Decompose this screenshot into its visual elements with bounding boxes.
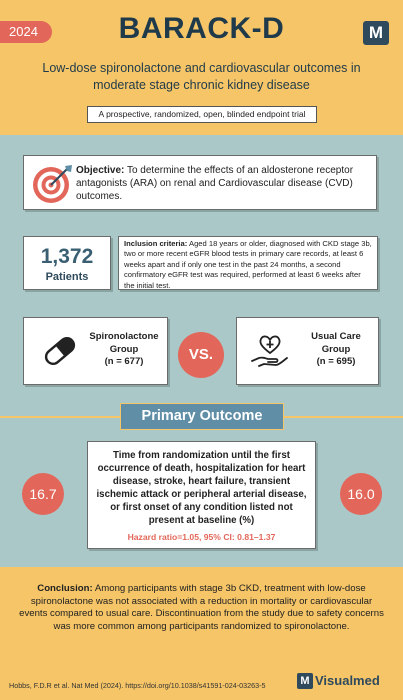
primary-outcome-description: Time from randomization until the first occurrence of death, hospitalization for heart disease, stroke, heart failure, transient ischemic attack or peripheral arterial disease, or first onset of any condition listed not present at baseline (%) xyxy=(96,450,307,526)
trial-subtitle: Low-dose spironolactone and cardiovascular outcomes in moderate stage chronic kidney disease xyxy=(42,61,361,92)
conclusion-text xyxy=(16,583,387,633)
inclusion-text: Aged 18 years or older, diagnosed with CKD stage 3b, two or more recent eGFR blood tests in primary care records, at least 6 weeks apart and if only one test in the past 24 months, a second confirmatory eGFR test was required, performed at least 6 weeks after the initial test. xyxy=(124,239,372,290)
pill-icon xyxy=(40,331,80,371)
brand-logo-icon: M xyxy=(363,21,389,45)
primary-outcome-title: Primary Outcome xyxy=(120,403,284,430)
header-band xyxy=(0,0,403,135)
heart-hand-icon xyxy=(250,331,290,371)
outcome-divider-left xyxy=(0,416,120,418)
objective-text xyxy=(76,164,370,203)
outcome-divider-right xyxy=(284,416,403,418)
visualmed-name: Visualmed xyxy=(315,673,380,688)
visualmed-logo-icon: M xyxy=(297,673,313,689)
spironolactone-group-word: Group xyxy=(109,343,139,355)
patients-count: 1,372 xyxy=(40,245,94,268)
vs-badge: VS. xyxy=(178,332,224,378)
spironolactone-name: Spironolactone xyxy=(89,331,159,342)
objective-body: To determine the effects of an aldosterone receptor antagonists (ARA) on renal and Cardiovascular disease (CVD) outcomes. xyxy=(76,165,354,202)
inclusion-card xyxy=(118,236,378,290)
spironolactone-n: (n = 677) xyxy=(104,356,144,367)
usual-care-n: (n = 695) xyxy=(316,356,356,367)
trial-design-label: A prospective, randomized, open, blinded endpoint trial xyxy=(87,106,317,123)
inclusion-label: Inclusion criteria: xyxy=(124,239,188,248)
year-badge: 2024 xyxy=(0,21,52,43)
spironolactone-outcome-value: 16.7 xyxy=(22,473,64,515)
spironolactone-group-label xyxy=(84,331,164,369)
conclusion-label: Conclusion: xyxy=(37,583,93,594)
citation-link[interactable]: Hobbs, F.D.R et al. Nat Med (2024). https://doi.org/10.1038/s41591-024-03263-5 xyxy=(9,681,266,690)
hazard-ratio: Hazard ratio=1.05, 95% CI: 0.81–1.37 xyxy=(127,532,276,542)
patients-card xyxy=(23,236,111,290)
usual-care-group-word: Group xyxy=(321,343,351,355)
usual-care-group-card xyxy=(236,317,379,385)
spironolactone-group-card xyxy=(23,317,168,385)
usual-care-group-label xyxy=(297,331,375,369)
objective-card xyxy=(23,155,377,210)
conclusion-band xyxy=(0,567,403,700)
objective-label: Objective: xyxy=(76,165,125,176)
conclusion-body: Among participants with stage 3b CKD, treatment with low-dose spironolactone was not associated with a reduction in mortality or cardiovascular events compared to usual care. Discontinuation from the study due to safety concerns was more common among participants randomized to spironolactone. xyxy=(19,583,384,632)
usual-care-name: Usual Care xyxy=(311,331,361,342)
trial-title: BARACK-D xyxy=(118,12,285,45)
patients-label: Patients xyxy=(45,271,89,283)
usual-care-outcome-value: 16.0 xyxy=(340,473,382,515)
target-icon xyxy=(31,163,75,205)
primary-outcome-card xyxy=(87,441,316,549)
